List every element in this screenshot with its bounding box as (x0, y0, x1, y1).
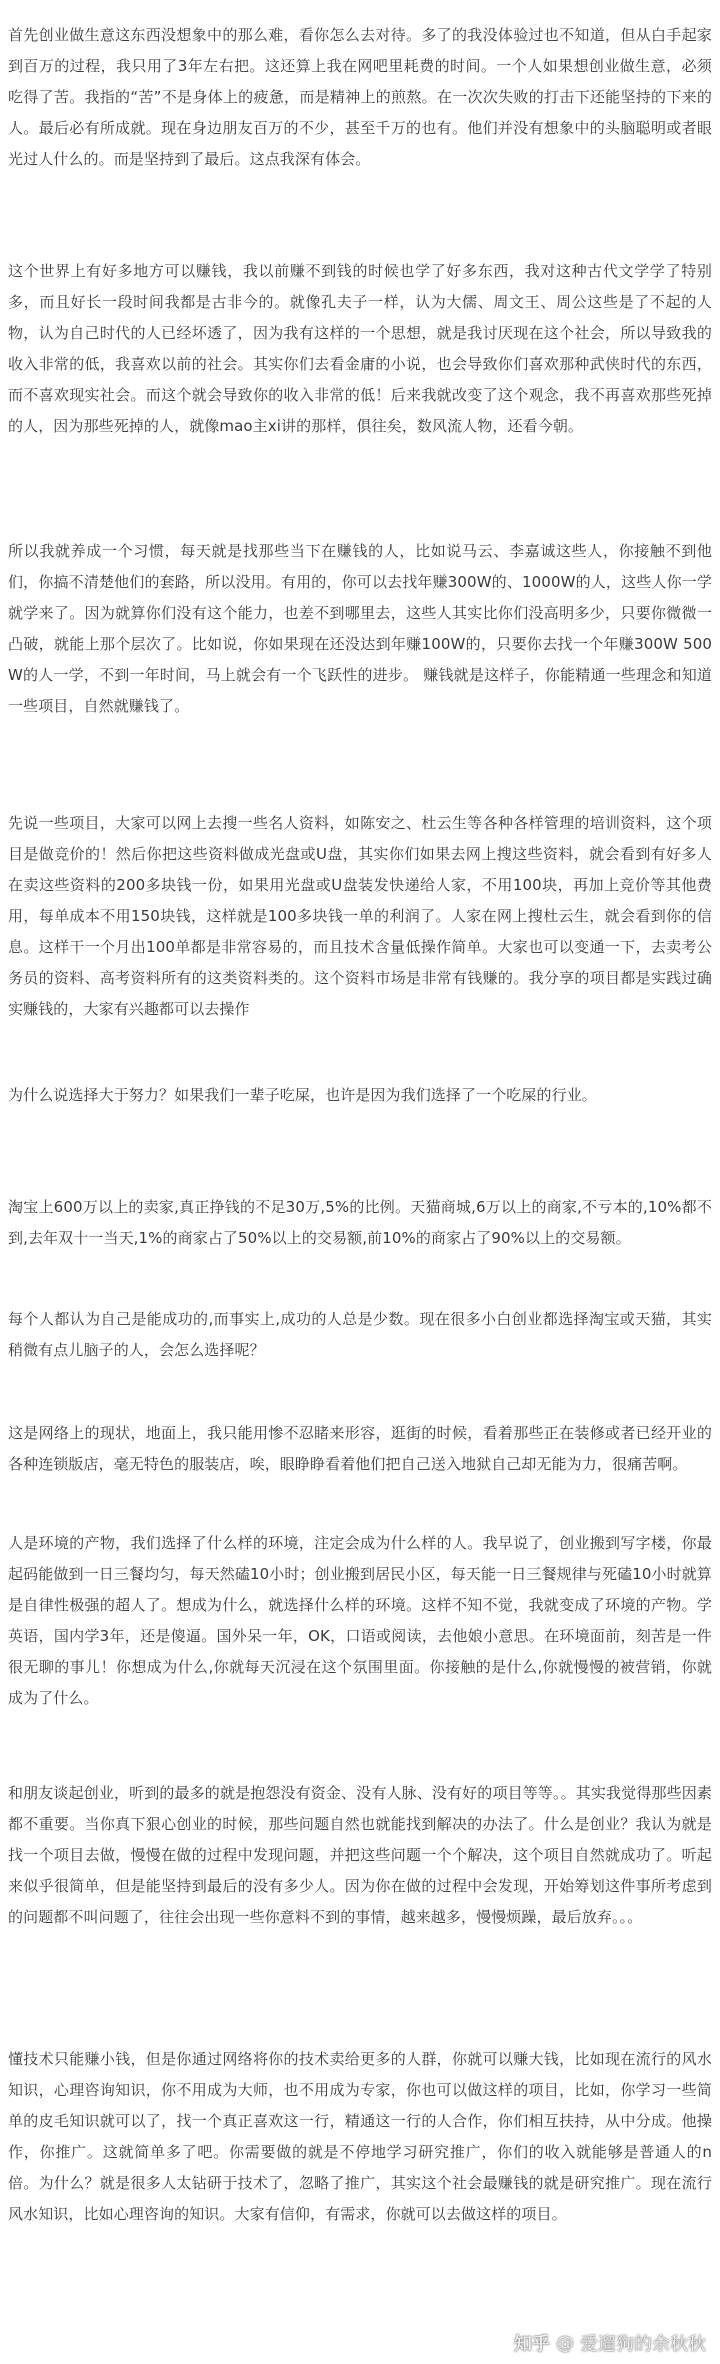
paragraph: 淘宝上600万以上的卖家,真正挣钱的不足30万,5%的比例。天猫商城,6万以上的商家,不亏本的,10%都不到,去年双十一当天,1%的商家占了50%以上的交易额,前10%的商家占了90%以上的交易额。 (8, 1198, 712, 1247)
zhihu-watermark (514, 2330, 706, 2356)
paragraph: 和朋友谈起创业，听到的最多的就是抱怨没有资金、没有人脉、没有好的项目等等。。其实我觉得那些因素都不重要。当你真下狠心创业的时候，那些问题自然也就能找到解决的办法了。什么是创业？我认为就是找一个项目去做，慢慢在做的过程中发现问题，并把这些问题一个个解决，这个项目自然就成功了。听起来似乎很简单，但是能坚持到最后的没有多少人。因为你在做的过程中会发现，开始筹划这件事所考虑到的问题都不叫问题了，往往会出现一些你意料不到的事情，越来越多，慢慢烦躁，最后放弃。。。 (8, 1784, 712, 1926)
paragraph: 懂技术只能赚小钱，但是你通过网络将你的技术卖给更多的人群，你就可以赚大钱，比如现在流行的风水知识，心理咨询知识，你不用成为大师，也不用成为专家，你也可以做这样的项目，比如，你学习一些简单的皮毛知识就可以了，找一个真正喜欢这一行，精通这一行的人合作，你们相互扶持，从中分成。他操作，你推广。这就简单多了吧。你需要做的就是不停地学习研究推广，你们的收入就能够是普通人的n倍。为什么？就是很多人太钻研于技术了，忽略了推广，其实这个社会最赚钱的就是研究推广。现在流行风水知识，比如心理咨询的知识。大家有信仰，有需求，你就可以去做这样的项目。 (8, 2050, 712, 2223)
paragraph: 每个人都认为自己是能成功的,而事实上,成功的人总是少数。现在很多小白创业都选择淘宝或天猫，其实稍微有点儿脑子的人，会怎么选择呢？ (8, 1310, 712, 1359)
watermark-author: 爱遛狗的余秋秋 (580, 2334, 706, 2355)
paragraph: 为什么说选择大于努力？如果我们一辈子吃屎，也许是因为我们选择了一个吃屎的行业。 (8, 1086, 597, 1104)
paragraph: 人是环境的产物，我们选择了什么样的环境，注定会成为什么样的人。我早说了，创业搬到写字楼，你最起码能做到一日三餐均匀，每天然磕10小时；创业搬到居民小区，每天能一日三餐规律与死磕10小时就算是自律性极强的超人了。想成为什么，就选择什么样的环境。这样不知不觉，我就变成了环境的产物。学英语，国内学3年，还是傻逼。国外呆一年，OK，口语或阅读，去他娘小意思。在环境面前，刻苦是一件很无聊的事儿！你想成为什么,你就每天沉浸在这个氛围里面。你接触的是什么,你就慢慢的被营销，你就成为了什么。 (8, 1534, 712, 1707)
paragraph: 这是网络上的现状，地面上，我只能用惨不忍睹来形容，逛街的时候，看着那些正在装修或者已经开业的各种连锁版店，毫无特色的服装店，唉，眼睁睁看着他们把自己送入地狱自己却无能为力，很痛苦啊。 (8, 1424, 712, 1473)
paragraph: 这个世界上有好多地方可以赚钱，我以前赚不到钱的时候也学了好多东西，我对这种古代文学学了特别多，而且好长一段时间我都是古非今的。就像孔夫子一样，认为大儒、周文王、周公这些是了不起的人物，认为自己时代的人已经坏透了，因为我有这样的一个思想，就是我讨厌现在这个社会，所以导致我的收入非常的低，我喜欢以前的社会。其实你们去看金庸的小说，也会导致你们喜欢那种武侠时代的东西，而不喜欢现实社会。而这个就会导致你的收入非常的低！后来我就改变了这个观念，我不再喜欢那些死掉的人，因为那些死掉的人，就像mao主xi讲的那样，俱往矣，数风流人物，还看今朝。 (8, 262, 712, 435)
zhihu-logo: 知乎 (514, 2334, 550, 2355)
watermark-at: @ (556, 2332, 574, 2354)
paragraph: 所以我就养成一个习惯，每天就是找那些当下在赚钱的人，比如说马云、李嘉诚这些人，你接触不到他们，你搞不清楚他们的套路，所以没用。有用的，你可以去找年赚300W的、1000W的人，这些人你一学就学来了。因为就算你们没有这个能力，也差不到哪里去，这些人其实比你们没高明多少，只要你微微一凸破，就能上那个层次了。比如说，你如果现在还没达到年赚100W的，只要你去找一个年赚300W 500W的人一学，不到一年时间，马上就会有一个飞跃性的进步。 赚钱就是这样子，你能精通一些理念和知道一些项目，自然就赚钱了。 (8, 542, 712, 715)
paragraph: 先说一些项目，大家可以网上去搜一些名人资料，如陈安之、杜云生等各种各样管理的培训资料，这个项目是做竞价的！然后你把这些资料做成光盘或U盘，其实你们如果去网上搜这些资料，就会看到有好多人在卖这些资料的200多块钱一份，如果用光盘或U盘装发快递给人家，不用100块，再加上竞价等其他费用，每单成本不用150块钱，这样就是100多块钱一单的利润了。人家在网上搜杜云生，就会看到你的信息。这样干一个月出100单都是非常容易的，而且技术含量低操作简单。大家也可以变通一下，去卖考公务员的资料、高考资料所有的这类资料类的。这个资料市场是非常有钱赚的。我分享的项目都是实践过确实赚钱的，大家有兴趣都可以去操作 (8, 814, 712, 1018)
paragraph: 首先创业做生意这东西没想象中的那么难，看你怎么去对待。多了的我没体验过也不知道，但从白手起家到百万的过程，我只用了3年左右把。这还算上我在网吧里耗费的时间。一个人如果想创业做生意，必须吃得了苦。我指的“苦”不是身体上的疲惫，而是精神上的煎熬。在一次次失败的打击下还能坚持的下来的人。最后必有所成就。现在身边朋友百万的不少，甚至千万的也有。他们并没有想象中的头脑聪明或者眼光过人什么的。而是坚持到了最后。这点我深有体会。 (8, 26, 712, 168)
